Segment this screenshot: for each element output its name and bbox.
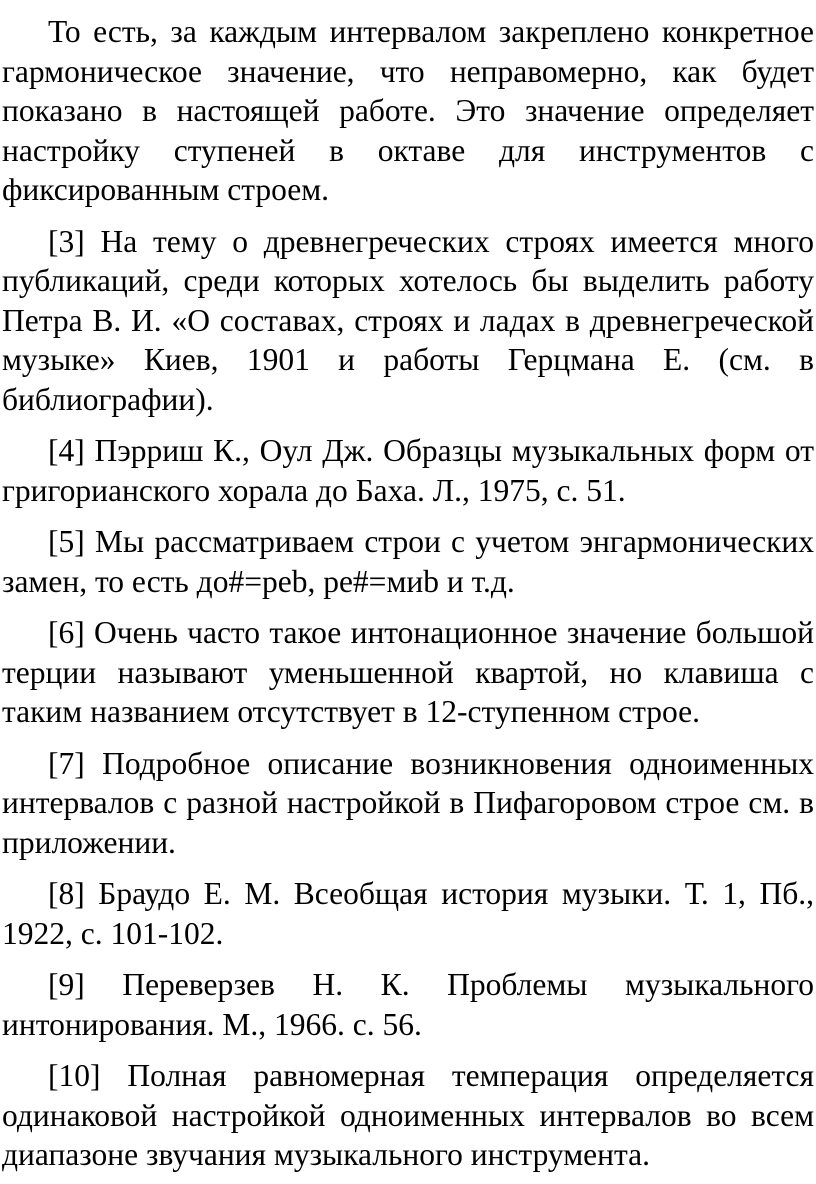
footnote-3: [3] На тему о древнегреческих строях имеется много публикаций, среди которых хотелось бы выделить работу Петра В. И. «О составах, строях и ладах в древнегреческой музыке» Киев, 1901 и работы Герцмана Е. (см. в библиографии). [2,223,814,417]
footnote-6: [6] Очень часто такое интонационное значение большой терции называют уменьшенной квартой, но клавиша с таким названием отсутствует в 12-ступенном строе. [2,615,814,729]
paragraph-intro: То есть, за каждым интервалом закреплено конкретное гармоническое значение, что неправомерно, как будет показано в настоящей работе. Это значение определяет настройку ступеней в октаве для инструментов с фиксированным строем. [2,14,814,207]
footnote-10: [10] Полная равномерная темперация определяется одинаковой настройкой одноименных интервалов во всем диапазоне звучания музыкального инструмента. [2,1058,814,1172]
footnote-5: [5] Мы рассматриваем строи с учетом энгармонических замен, то есть до#=реb, ре#=миb и т.д. [2,524,814,599]
footnote-7: [7] Подробное описание возникновения одноименных интервалов с разной настройкой в Пифагоровом строе см. в приложении. [2,745,814,860]
footnote-8: [8] Браудо Е. М. Всеобщая история музыки. Т. 1, Пб., 1922, с. 101-102. [2,876,814,951]
footnote-4: [4] Пэрриш К., Оул Дж. Образцы музыкальных форм от григорианского хорала до Баха. Л., 1975, с. 51. [2,433,814,508]
footnote-9: [9] Переверзев Н. К. Проблемы музыкального интонирования. М., 1966. с. 56. [2,967,814,1042]
